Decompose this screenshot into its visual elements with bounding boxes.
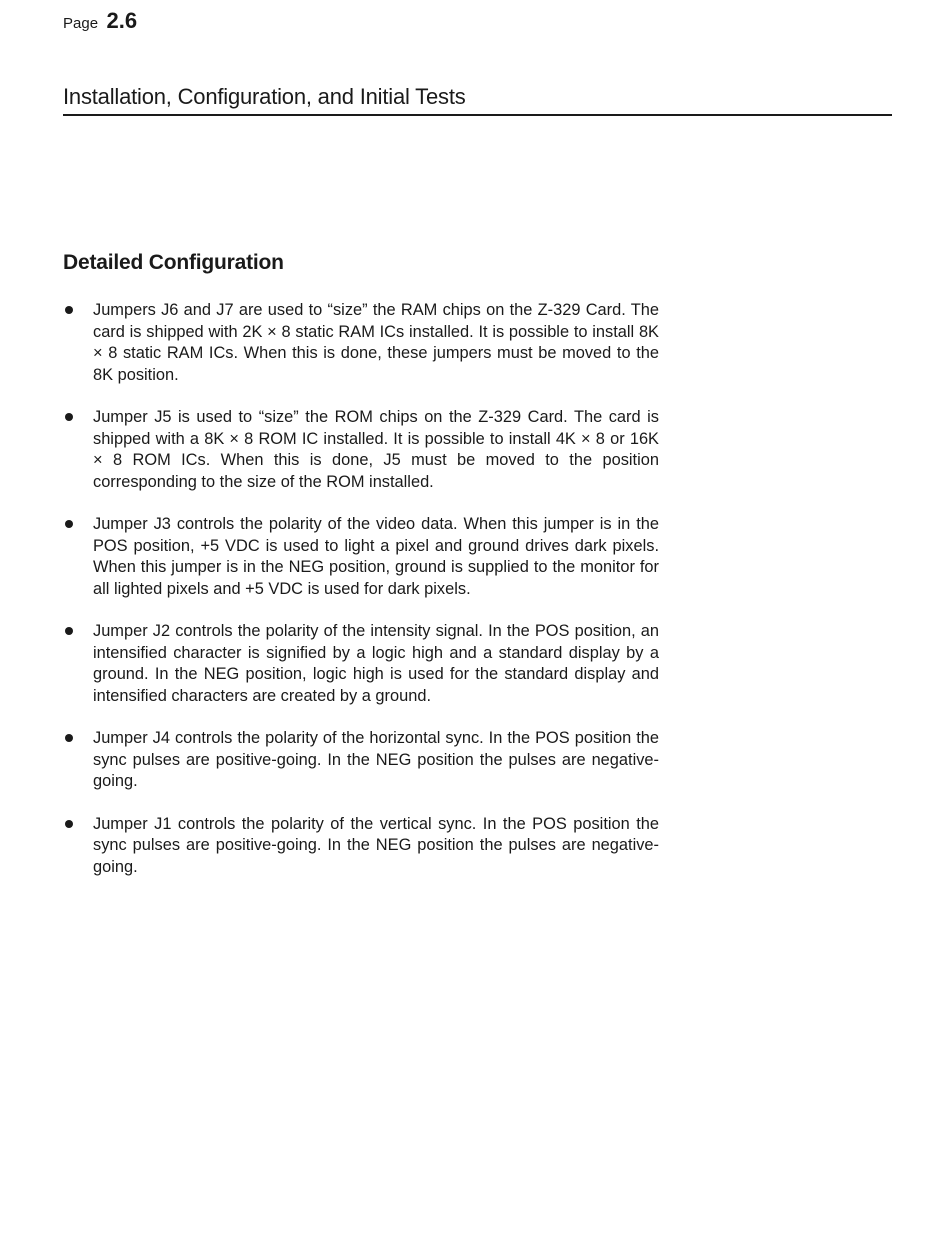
- bullet-text: Jumper J4 controls the polarity of the horizontal sync. In the POS position the sync pulses are positive-going. In the NEG position the pulses are negative-going.: [93, 729, 659, 790]
- bullet-text: Jumpers J6 and J7 are used to “size” the RAM chips on the Z-329 Card. The card is shipped with 2K × 8 static RAM ICs installed. It is possible to install 8K × 8 static RAM ICs. When this is done, these jumpers must be moved to the 8K position.: [93, 301, 659, 384]
- bullet-icon: [65, 734, 73, 742]
- bullet-icon: [65, 627, 73, 635]
- bullet-list: [63, 300, 659, 899]
- section-divider: [63, 114, 892, 116]
- bullet-icon: [65, 520, 73, 528]
- bullet-icon: [65, 413, 73, 421]
- bullet-item-j3: [63, 514, 659, 600]
- page-number: 2.6: [106, 8, 138, 33]
- section-title: Installation, Configuration, and Initial Tests: [63, 84, 466, 109]
- bullet-item-j2: [63, 621, 659, 707]
- content-heading: Detailed Configuration: [63, 251, 284, 274]
- bullet-text: Jumper J1 controls the polarity of the vertical sync. In the POS position the sync pulses are positive-going. In the NEG position the pulses are negative-going.: [93, 814, 659, 876]
- bullet-icon: [65, 820, 73, 828]
- bullet-item-j6-j7: [63, 300, 659, 386]
- bullet-text: Jumper J2 controls the polarity of the intensity signal. In the POS position, an intensified character is signified by a logic high and a standard display by a ground. In the NEG position, logic high is used for the standard display and intensified characters are created by a ground.: [93, 622, 659, 705]
- page-label: Page: [63, 15, 99, 32]
- bullet-icon: [65, 306, 73, 314]
- bullet-item-j5: [63, 407, 659, 493]
- bullet-item-j4: [63, 728, 659, 793]
- page-header: [63, 8, 137, 34]
- bullet-item-j1: [63, 814, 659, 879]
- bullet-text: Jumper J5 is used to “size” the ROM chips on the Z-329 Card. The card is shipped with a 8K × 8 ROM IC installed. It is possible to install 4K × 8 or 16K × 8 ROM ICs. When this is done, J5 must be moved to the position corresponding to the size of the ROM installed.: [93, 408, 659, 491]
- bullet-text: Jumper J3 controls the polarity of the video data. When this jumper is in the POS position, +5 VDC is used to light a pixel and ground drives dark pixels. When this jumper is in the NEG position, ground is supplied to the monitor for all lighted pixels and +5 VDC is used for dark pixels.: [93, 515, 659, 598]
